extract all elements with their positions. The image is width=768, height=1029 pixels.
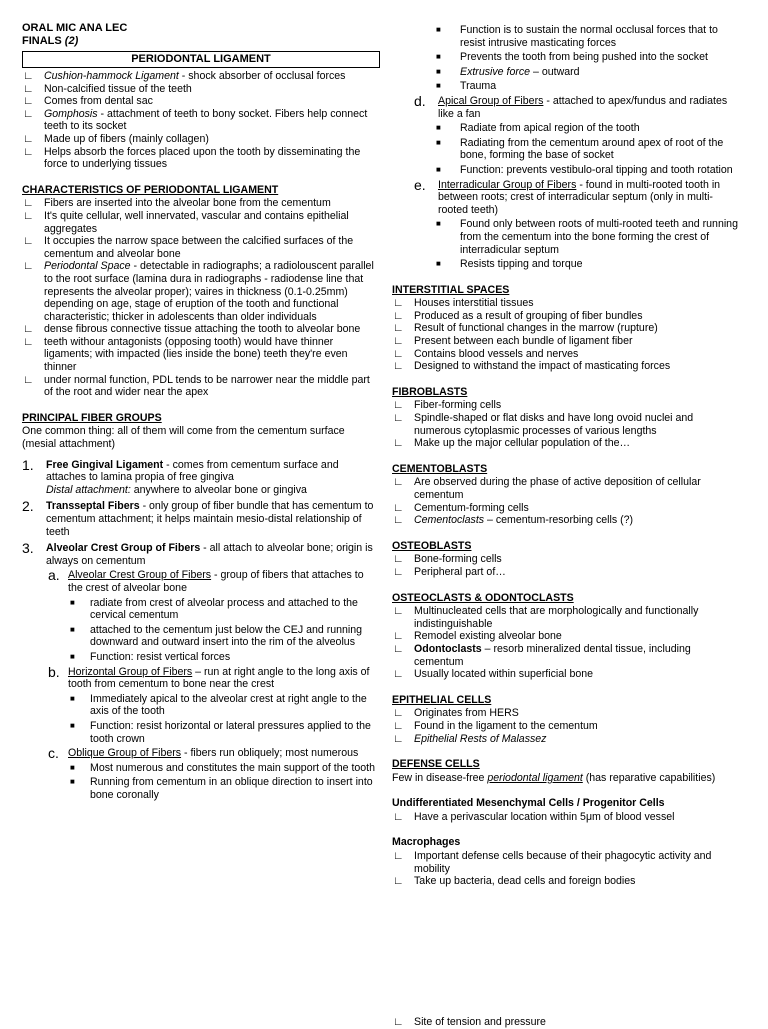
section-heading-principal-fibers: PRINCIPAL FIBER GROUPS bbox=[22, 411, 162, 424]
list-item: ■ Immediately apical to the alveolar crest at right angle to the axis of the tooth bbox=[70, 692, 367, 718]
list-item: ■ Function: prevents vestibulo-oral tipping and tooth rotation bbox=[436, 163, 733, 176]
list-item: ∟ Produced as a result of grouping of fiber bundles bbox=[393, 309, 643, 322]
epithelial-list bbox=[392, 707, 742, 745]
fibroblasts-list bbox=[392, 399, 742, 449]
list-item: ∟ Result of functional changes in the marrow (rupture) bbox=[393, 322, 658, 335]
list-item: d. Apical Group of Fibers - attached to apex/fundus and radiates like a fan bbox=[414, 92, 728, 120]
macrophages-list bbox=[392, 850, 742, 888]
list-item: ■ Extrusive force – outward bbox=[436, 65, 580, 78]
list-item: ■ attached to the cementum just below the CEJ and running downward and outward insert into the rim of the alveolus bbox=[70, 623, 363, 649]
list-item: ∟ teeth withour antagonists (opposing tooth) would have thinner ligaments; with impacted (lies inside the bone) teeth they're even thinner bbox=[23, 335, 348, 374]
list-item: ∟ Are observed during the phase of active deposition of cellular cementum bbox=[393, 476, 701, 501]
list-item: ∟ Cementum-forming cells bbox=[393, 501, 529, 514]
section-heading-osteoblasts: OSTEOBLASTS bbox=[392, 539, 472, 552]
subheading-mesenchymal: Undifferentiated Mesenchymal Cells / Progenitor Cells bbox=[392, 797, 665, 810]
list-item: c. Oblique Group of Fibers - fibers run obliquely; most numerous bbox=[48, 745, 359, 762]
list-item: ∟ Fibers are inserted into the alveolar bone from the cementum bbox=[23, 197, 331, 210]
cementoblasts-list bbox=[392, 476, 742, 526]
list-item: ∟ dense fibrous connective tissue attaching the tooth to alveolar bone bbox=[23, 323, 361, 336]
osteoblasts-list bbox=[392, 553, 742, 578]
list-item: ■ Function is to sustain the normal occlusal forces that to resist intrusive masticating forces bbox=[436, 24, 718, 49]
list-item: ■ Running from cementum in an oblique direction to insert into bone coronally bbox=[70, 776, 373, 801]
right-column bbox=[392, 22, 742, 888]
list-item: ■ Function: resist horizontal or lateral pressures applied to the tooth crown bbox=[70, 719, 371, 745]
defense-intro: Few in disease-free periodontal ligament (has reparative capabilities) bbox=[392, 771, 716, 784]
characteristics-list bbox=[22, 197, 380, 399]
list-item: ∟ Multinucleated cells that are morphologically and functionally indistinguishable bbox=[393, 605, 699, 630]
list-item: ■ Most numerous and constitutes the main support of the tooth bbox=[70, 761, 376, 774]
list-item: a. Alveolar Crest Group of Fibers - group of fibers that attaches to the crest of alveolar bone bbox=[48, 567, 364, 594]
principal-intro: One common thing: all of them will come from the cementum surface (mesial attachment) bbox=[22, 425, 345, 451]
cut-off-list-item bbox=[392, 1016, 742, 1029]
list-item: ∟ Important defense cells because of their phagocytic activity and mobility bbox=[393, 850, 712, 875]
list-item: ∟ Cushion-hammock Ligament - shock absorber of occlusal forces bbox=[23, 70, 346, 82]
list-item: ∟ Found in the ligament to the cementum bbox=[393, 719, 598, 732]
section-heading-osteoclasts: OSTEOCLASTS & ODONTOCLASTS bbox=[392, 591, 574, 604]
list-item: ■ Trauma bbox=[436, 80, 497, 93]
section-heading-defense: DEFENSE CELLS bbox=[392, 758, 480, 771]
list-item: ∟ under normal function, PDL tends to be narrower near the middle part of the root and wider near the apex bbox=[23, 373, 370, 399]
list-item: ∟ Peripheral part of… bbox=[393, 565, 506, 578]
list-item: ■ radiate from crest of alveolar process and attached to the cervical cementum bbox=[70, 596, 358, 622]
list-item: ∟ Take up bacteria, dead cells and foreign bodies bbox=[393, 875, 636, 888]
list-item: ∟ Designed to withstand the impact of masticating forces bbox=[393, 360, 671, 373]
list-item: ■ Function: resist vertical forces bbox=[70, 650, 231, 663]
list-item: ■ Resists tipping and torque bbox=[436, 258, 583, 271]
list-item: ∟ Helps absorb the forces placed upon the tooth by disseminating the force to underlying tissues bbox=[23, 145, 361, 171]
section-heading-fibroblasts: FIBROBLASTS bbox=[392, 385, 468, 398]
list-item: ∟ Contains blood vessels and nerves bbox=[393, 347, 579, 360]
list-item: ∟ It occupies the narrow space between the calcified surfaces of the cementum and alveolar bone bbox=[23, 235, 354, 260]
section-heading-cementoblasts: CEMENTOBLASTS bbox=[392, 462, 488, 475]
list-item: ∟ Originates from HERS bbox=[393, 707, 519, 720]
list-item: ∟ Present between each bundle of ligament fiber bbox=[393, 335, 633, 348]
list-item: ∟ Houses interstitial tissues bbox=[393, 297, 534, 310]
fiber-groups-list bbox=[22, 456, 380, 802]
left-column bbox=[22, 22, 380, 801]
interstitial-list bbox=[392, 297, 742, 373]
osteoclasts-list bbox=[392, 605, 742, 681]
list-item: ■ Prevents the tooth from being pushed into the socket bbox=[436, 51, 708, 64]
list-item: 3. Alveolar Crest Group of Fibers - all attach to alveolar bone; origin is always on cementum bbox=[22, 540, 373, 567]
list-item: ∟ Bone-forming cells bbox=[393, 553, 502, 566]
list-item: ∟ Odontoclasts – resorb mineralized dental tissue, including cementum bbox=[393, 642, 691, 668]
list-item: ■ Found only between roots of multi-rooted teeth and running from the cementum into the bone forming the crest of interradicular septum bbox=[436, 218, 738, 256]
intro-list bbox=[22, 70, 380, 171]
oblique-continued-list bbox=[392, 24, 742, 271]
subheading-macrophages: Macrophages bbox=[392, 836, 461, 849]
list-item: ∟ Made up of fibers (mainly collagen) bbox=[23, 132, 209, 145]
list-item: ∟ Site of tension and pressure bbox=[393, 1016, 546, 1028]
list-item: ∟ Make up the major cellular population of the… bbox=[393, 437, 631, 450]
section-heading-characteristics: CHARACTERISTICS OF PERIODONTAL LIGAMENT bbox=[22, 183, 279, 196]
list-item: ∟ It's quite cellular, well innervated, vascular and contains epithelial aggregates bbox=[23, 209, 349, 235]
exam-label: FINALS (2) bbox=[22, 35, 79, 47]
list-item: ∟ Periodontal Space - detectable in radiographs; a radiolouscent parallel to the root surface (lamina dura in radiographs - radiodense line that represents the alveolar proper); vaires in thickness (0.1-0.25mm) depending on age, stage of eruption of the tooth and functional characteristic; thicker in adolescents than older individuals bbox=[23, 260, 374, 323]
list-item: ∟ Spindle-shaped or flat disks and have long ovoid nuclei and numerous cytoplasmic processes of various lengths bbox=[393, 412, 694, 437]
list-item: ∟ Have a perivascular location within 5μm of blood vessel bbox=[393, 810, 675, 823]
list-item: ∟ Gomphosis - attachment of teeth to bony socket. Fibers help connect teeth to its socket bbox=[23, 107, 368, 133]
list-item: ∟ Remodel existing alveolar bone bbox=[393, 630, 562, 643]
list-item: ∟ Fiber-forming cells bbox=[393, 399, 502, 412]
list-item: 1. Free Gingival Ligament - comes from cementum surface and attaches to lamina propia of free gingiva Distal attachment: anywhere to alveolar bone or gingiva bbox=[22, 456, 339, 496]
mesenchymal-list bbox=[392, 811, 742, 824]
page-title: PERIODONTAL LIGAMENT bbox=[22, 51, 380, 68]
list-item: e. Interradicular Group of Fibers - found in multi-rooted tooth in between roots; crest of interradicular septum (only in multi-rooted teeth) bbox=[414, 176, 721, 216]
list-item: b. Horizontal Group of Fibers – run at right angle to the long axis of tooth from cementum to bone near the crest bbox=[48, 663, 370, 691]
list-item: ∟ Comes from dental sac bbox=[23, 95, 153, 108]
list-item: ∟ Cementoclasts – cementum-resorbing cells (?) bbox=[393, 514, 634, 527]
list-item: ■ Radiate from apical region of the tooth bbox=[436, 122, 640, 135]
course-title: ORAL MIC ANA LEC bbox=[22, 22, 128, 34]
list-item: ■ Radiating from the cementum around apex of root of the bone, forming the base of socket bbox=[436, 136, 724, 162]
section-heading-interstitial: INTERSTITIAL SPACES bbox=[392, 283, 510, 296]
list-item: 2. Transseptal Fibers - only group of fiber bundle that has cementum to cementum attachment; it helps maintain mesio-distal relationship of teeth bbox=[22, 498, 374, 538]
list-item: ∟ Epithelial Rests of Malassez bbox=[393, 732, 547, 745]
list-item: ∟ Non-calcified tissue of the teeth bbox=[23, 82, 192, 95]
list-item: ∟ Usually located within superficial bone bbox=[393, 668, 594, 681]
section-heading-epithelial: EPITHELIAL CELLS bbox=[392, 693, 492, 706]
